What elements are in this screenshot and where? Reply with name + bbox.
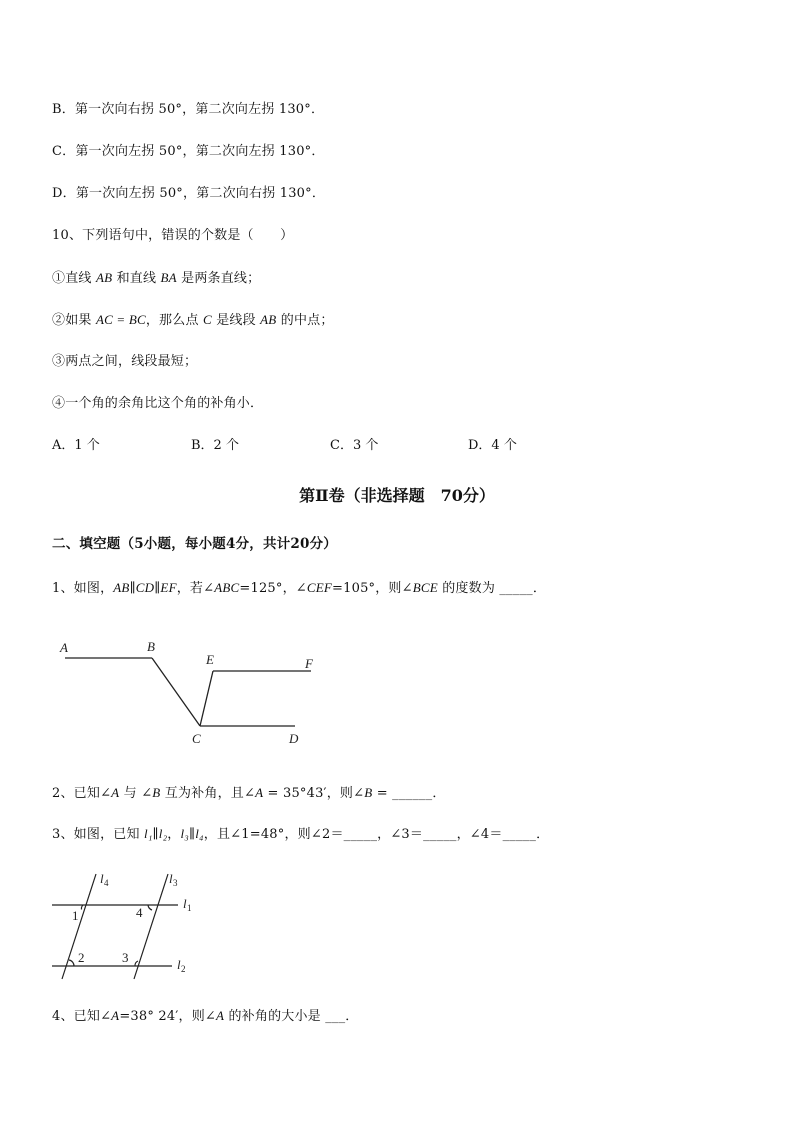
part-2-title: 第Ⅱ卷（非选择题 70分） — [299, 486, 495, 505]
q10-option-c: C．3 个 — [330, 438, 379, 453]
fill-question-4: 4、已知∠A=38° 24′，则∠A 的补角的大小是 ___． — [52, 1008, 359, 1024]
angle-1-label: 1 — [72, 908, 79, 923]
label-l3: l — [169, 871, 173, 886]
q9-option-d: D．第一次向左拐 50°，第二次向右拐 130°． — [52, 186, 326, 201]
label-l4-sub: 4 — [104, 878, 109, 888]
label-e: E — [206, 652, 214, 667]
angle-2-label: 2 — [78, 950, 85, 965]
label-l1: l — [183, 896, 187, 911]
q10-stem: 10、下列语句中，错误的个数是（ ） — [52, 228, 294, 243]
label-d: D — [289, 731, 299, 746]
fill-question-1: 1、如图，AB∥CD∥EF，若∠ABC=125°，∠CEF=105°，则∠BCE 的度数为 _____． — [52, 580, 547, 596]
angle-4-label: 4 — [136, 905, 143, 920]
angle-3-label: 3 — [122, 950, 129, 965]
q10-statement-2: ②如果 AC = BC，那么点 C 是线段 AB 的中点； — [52, 312, 334, 328]
angle-2-arc — [69, 960, 74, 966]
fill-question-2: 2、已知∠A 与 ∠B 互为补角，且∠A = 35°43′，则∠B = ______． — [52, 785, 446, 801]
angle-3-arc — [135, 961, 138, 966]
segment-ce — [200, 671, 213, 726]
figure-parallel-lines-abcdef — [55, 635, 335, 750]
label-f: F — [305, 656, 313, 671]
q9-option-b: B．第一次向右拐 50°，第二次向左拐 130°． — [52, 102, 325, 117]
label-c: C — [192, 731, 201, 746]
q10-option-b: B．2 个 — [191, 438, 239, 453]
q10-option-a: A．1 个 — [52, 438, 100, 453]
angle-1-arc — [81, 905, 83, 910]
label-a: A — [60, 640, 68, 655]
q10-statement-3: ③两点之间，线段最短； — [52, 354, 198, 369]
line-l3 — [134, 874, 168, 979]
label-l1-sub: 1 — [187, 903, 192, 913]
angle-4-arc — [148, 905, 152, 910]
label-l2: l — [177, 957, 181, 972]
label-l4: l — [100, 871, 104, 886]
q10-option-d: D．4 个 — [468, 438, 517, 453]
label-l2-sub: 2 — [181, 964, 186, 974]
label-b: B — [147, 639, 155, 654]
q9-option-c: C．第一次向左拐 50°，第二次向左拐 130°． — [52, 144, 325, 159]
q10-statement-1: ①直线 AB 和直线 BA 是两条直线； — [52, 270, 261, 286]
segment-bc — [152, 658, 200, 726]
fill-in-heading: 二、填空题（5小题，每小题4分，共计20分） — [52, 536, 337, 552]
fill-question-3: 3、如图，已知 l₁∥l₂，l₃∥l₄，且∠1=48°，则∠2＝_____，∠3＝_____，∠4＝_____． — [52, 826, 550, 842]
q10-statement-4: ④一个角的余角比这个角的补角小． — [52, 396, 264, 411]
label-l3-sub: 3 — [173, 878, 178, 888]
figure-intersecting-lines-l1-l4 — [50, 862, 200, 987]
